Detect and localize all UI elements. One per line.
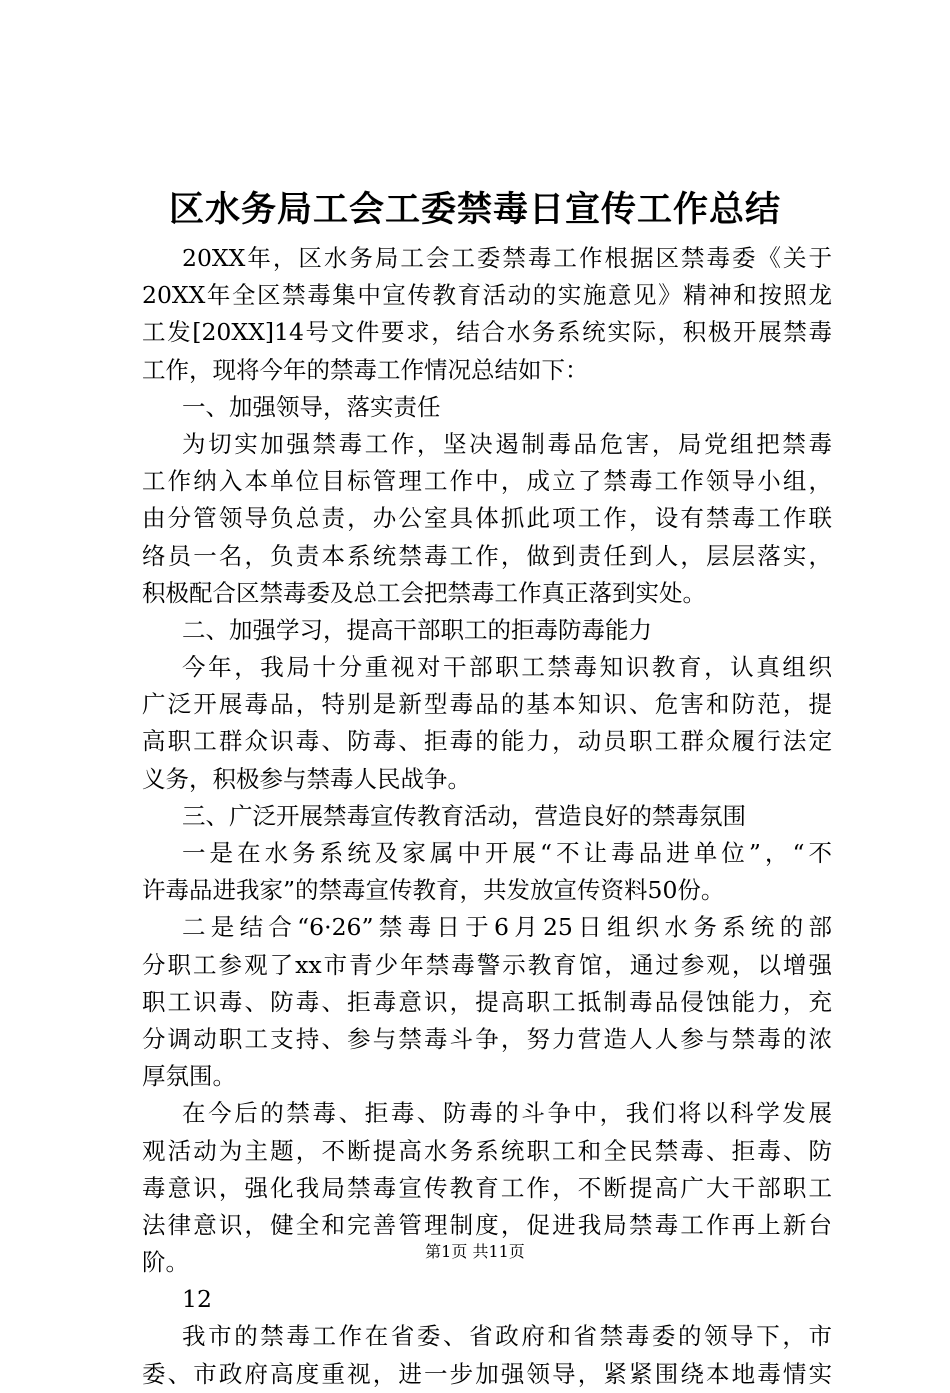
text-line: 毒意识，强化我局禁毒宣传教育工作，不断提高广大干部职工 [142, 1173, 832, 1202]
text-line: 许毒品进我家”的禁毒宣传教育，共发放宣传资料50份。 [142, 876, 725, 905]
text-line: 为切实加强禁毒工作，坚决遏制毒品危害，局党组把禁毒 [182, 429, 832, 458]
text-line: 阶。 [142, 1248, 189, 1277]
text-line: 我市的禁毒工作在省委、省政府和省禁毒委的领导下，市 [182, 1322, 832, 1351]
text-line: 委、市政府高度重视，进一步加强领导，紧紧围绕本地毒情实 [142, 1359, 832, 1388]
text-line: 工作，现将今年的禁毒工作情况总结如下： [142, 355, 589, 384]
text-line: 工作纳入本单位目标管理工作中，成立了禁毒工作领导小组， [142, 467, 832, 496]
text-line: 在今后的禁毒、拒毒、防毒的斗争中，我们将以科学发展 [182, 1099, 832, 1128]
text-line: 职工识毒、防毒、拒毒意识，提高职工抵制毒品侵蚀能力，充 [142, 987, 832, 1016]
text-line: 20XX年全区禁毒集中宣传教育活动的实施意见》精神和按照龙 [142, 281, 832, 310]
text-line: 由分管领导负总责，办公室具体抓此项工作，设有禁毒工作联 [142, 504, 832, 533]
section-heading: 一、加强领导，落实责任 [182, 392, 441, 421]
text-line: 高职工群众识毒、防毒、拒毒的能力，动员职工群众履行法定 [142, 727, 832, 756]
text-line: 法律意识，健全和完善管理制度，促进我局禁毒工作再上新台 [142, 1210, 832, 1239]
text-line: 二是结合“6·26”禁毒日于6月25日组织水务系统的部 [182, 913, 832, 942]
text-line: 义务，积极参与禁毒人民战争。 [142, 764, 471, 793]
text-line: 广泛开展毒品，特别是新型毒品的基本知识、危害和防范，提 [142, 690, 832, 719]
text-line: 一是在水务系统及家属中开展“不让毒品进单位”，“不 [182, 839, 832, 867]
text-line: 今年，我局十分重视对干部职工禁毒知识教育，认真组织 [182, 653, 832, 682]
text-line: 20XX年，区水务局工会工委禁毒工作根据区禁毒委《关于 [182, 244, 832, 272]
document-body [142, 240, 832, 1393]
text-line: 络员一名，负责本系统禁毒工作，做到责任到人，层层落实， [142, 541, 832, 570]
text-line: 厚氛围。 [142, 1062, 236, 1091]
page-number: 第1页 共11页 [425, 1242, 525, 1261]
section-heading: 二、加强学习，提高干部职工的拒毒防毒能力 [182, 615, 652, 644]
text-line: 12 [182, 1285, 212, 1314]
text-line: 工发[20XX]14号文件要求，结合水务系统实际，积极开展禁毒 [142, 318, 832, 347]
text-line: 分调动职工支持、参与禁毒斗争，努力营造人人参与禁毒的浓 [142, 1024, 832, 1053]
section-heading: 三、广泛开展禁毒宣传教育活动，营造良好的禁毒氛围 [182, 801, 746, 830]
text-line: 分职工参观了xx市青少年禁毒警示教育馆，通过参观，以增强 [142, 950, 832, 979]
document-title: 区水务局工会工委禁毒日宣传工作总结 [168, 189, 781, 230]
text-line: 观活动为主题，不断提高水务系统职工和全民禁毒、拒毒、防 [142, 1136, 832, 1165]
text-line: 积极配合区禁毒委及总工会把禁毒工作真正落到实处。 [142, 578, 706, 607]
